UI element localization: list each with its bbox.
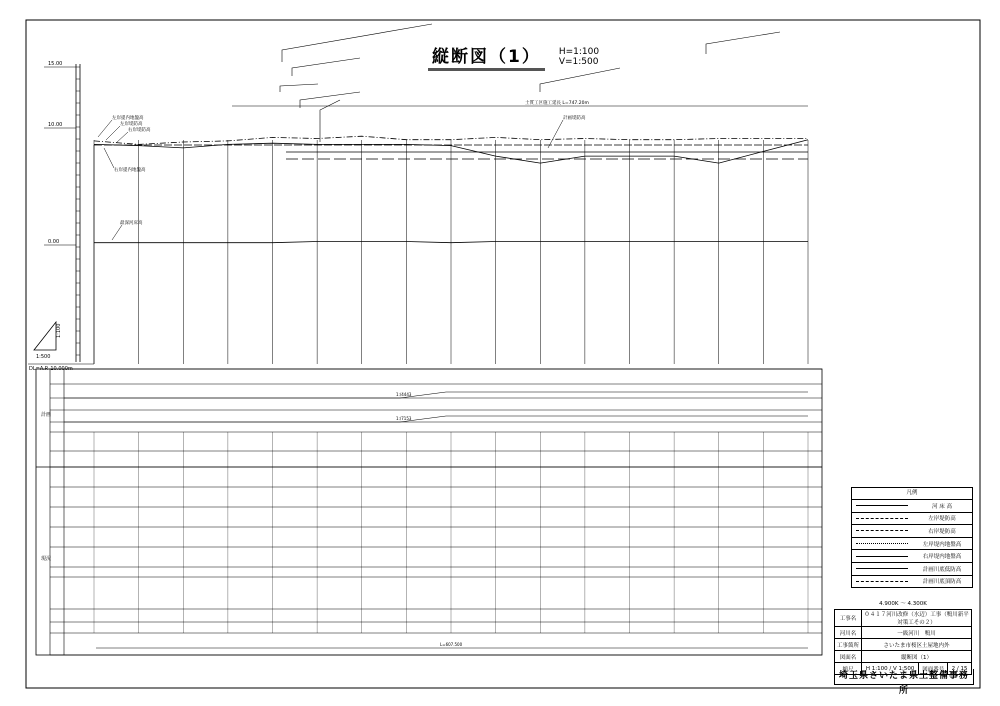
legend-item bbox=[852, 500, 972, 513]
grade-2: 1:/7153 bbox=[396, 416, 412, 421]
legend-label: 計画川底頂防高 bbox=[922, 579, 962, 586]
scale-block bbox=[559, 47, 599, 67]
title-block bbox=[428, 42, 599, 71]
info-key: 工事名 bbox=[835, 610, 862, 627]
info-table bbox=[834, 609, 972, 675]
info-key: 図面名 bbox=[835, 651, 862, 663]
slope-label: 1:500 bbox=[36, 354, 51, 360]
info-key: 図面番号 bbox=[919, 663, 948, 675]
label-right-bank: 右岸堤防高 bbox=[128, 128, 151, 133]
slope-side-label: 1:100 bbox=[56, 323, 62, 338]
legend-swatch bbox=[856, 581, 908, 582]
profile-area bbox=[94, 99, 808, 364]
group-label-upper: 計画 bbox=[41, 412, 52, 418]
info-value: 縦断図（1） bbox=[862, 651, 972, 663]
data-table bbox=[36, 369, 822, 655]
plan-line-label: 土質工区施工延長 L=747.20m bbox=[525, 101, 589, 106]
page-title: 縦断図（1） bbox=[428, 42, 545, 71]
legend-swatch bbox=[856, 556, 908, 557]
legend-item bbox=[852, 576, 972, 588]
legend-item bbox=[852, 550, 972, 563]
sheet-border bbox=[26, 20, 980, 688]
legend-swatch bbox=[856, 568, 908, 569]
legend-label: 右岸堤防高 bbox=[928, 528, 956, 535]
info-key: 縮尺 bbox=[835, 663, 862, 675]
slope-triangle bbox=[34, 322, 56, 350]
legend-label: 右岸堤内地盤高 bbox=[922, 554, 962, 561]
title-info-block bbox=[834, 600, 972, 675]
info-value: さいたま市桜区土屋地内外 bbox=[862, 639, 972, 651]
legend-label: 河 床 高 bbox=[932, 503, 952, 510]
office-name: 埼玉県さいたま県土整備事務所 bbox=[834, 669, 974, 685]
y-tick-15: 15.00 bbox=[48, 61, 63, 67]
legend-item bbox=[852, 525, 972, 538]
label-right-ground: 右岸提内地盤高 bbox=[114, 168, 146, 173]
info-value: 2 / 15 bbox=[948, 663, 972, 675]
label-riverbed: 最深河床高 bbox=[120, 221, 143, 226]
h-scale: H=1:100 bbox=[558, 46, 600, 57]
info-value: 一級河川 鴨川 bbox=[862, 627, 972, 639]
legend bbox=[851, 487, 973, 588]
datum-label: DL=A.P.-10.000m bbox=[29, 366, 73, 372]
y-axis bbox=[28, 61, 94, 372]
info-value: H 1:100 / V 1:500 bbox=[862, 663, 919, 675]
legend-swatch bbox=[856, 518, 908, 519]
grade-1: 1:/4443 bbox=[396, 392, 412, 397]
info-key: 工事箇所 bbox=[835, 639, 862, 651]
info-key: 河川名 bbox=[835, 627, 862, 639]
v-scale: V=1:500 bbox=[558, 56, 599, 67]
legend-swatch bbox=[856, 543, 908, 544]
legend-swatch bbox=[856, 505, 908, 506]
label-left-ground: 左岸提内地盤高 bbox=[112, 116, 144, 121]
legend-swatch bbox=[856, 530, 908, 531]
legend-item bbox=[852, 513, 972, 526]
group-label-lower: 現況 bbox=[41, 556, 52, 562]
legend-title: 凡例 bbox=[852, 488, 972, 500]
bottom-total: L=607.500 bbox=[440, 642, 463, 647]
legend-label: 左岸堤内地盤高 bbox=[922, 541, 962, 548]
label-plan-bank: 計画堤防高 bbox=[563, 116, 586, 121]
y-tick-10: 10.00 bbox=[48, 122, 63, 128]
legend-item bbox=[852, 538, 972, 551]
y-tick-0: 0.00 bbox=[48, 239, 60, 245]
label-left-bank: 左岸堤防高 bbox=[120, 122, 143, 127]
legend-item bbox=[852, 563, 972, 576]
info-value: ０４１７河川改修（水辺）工事（鴨川新平対策工その２） bbox=[862, 610, 972, 627]
legend-label: 左岸堤防高 bbox=[928, 516, 956, 523]
station-range: 4.900K ～ 4.300K bbox=[879, 601, 927, 607]
legend-label: 計画川底低防高 bbox=[922, 566, 962, 573]
